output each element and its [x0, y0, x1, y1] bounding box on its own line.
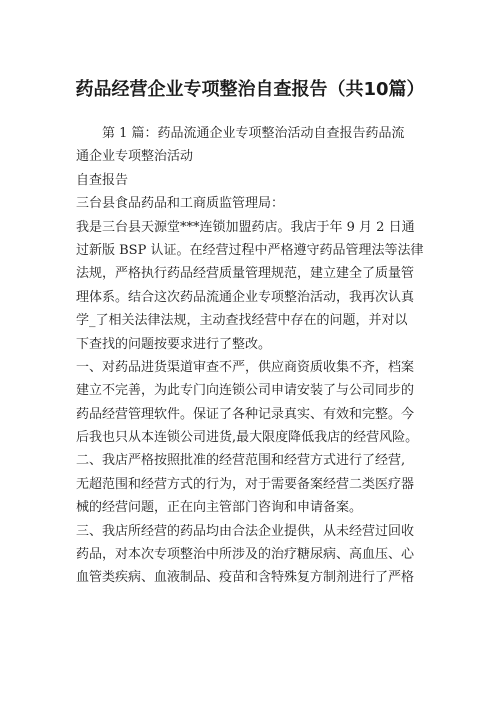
paragraph-line: 二、我店严格按照批准的经营范围和经营方式进行了经营,	[76, 453, 406, 469]
paragraph-line: 理体系。结合这次药品流通企业专项整治活动，我再次认真	[76, 289, 415, 305]
document-body	[76, 122, 428, 590]
paragraph-line: 无超范围和经营方式的行为，对于需要备案经营二类医疗器	[76, 476, 415, 492]
paragraph-line: 建立不完善，为此专门向连锁公司申请安装了与公司同步的	[76, 383, 415, 399]
paragraph-line: 自查报告	[76, 172, 129, 188]
paragraph-line: 药品经营管理软件。保证了各种记录真实、有效和完整。今	[76, 406, 415, 422]
paragraph-line: 第 1 篇：药品流通企业专项整治活动自查报告药品流	[102, 126, 405, 141]
paragraph-line: 下查找的问题按要求进行了整改。	[76, 336, 272, 352]
paragraph-line: 法规，严格执行药品经营质量管理规范，建立建全了质量管	[76, 266, 415, 282]
paragraph-line: 一、对药品进货渠道审查不严，供应商资质收集不齐，档案	[76, 359, 415, 375]
paragraph-line: 通企业专项整治活动	[76, 149, 194, 165]
document-title: 药品经营企业专项整治自查报告（共10篇）	[75, 79, 425, 100]
paragraph-line: 后我也只从本连锁公司进货,最大限度降低我店的经营风险。	[76, 430, 419, 446]
paragraph-line: 过新版 BSP 认证。在经营过程中严格遵守药品管理法等法律	[76, 242, 424, 258]
paragraph-line: 三台县食品药品和工商质监管理局：	[76, 196, 285, 212]
paragraph-line: 三、我店所经营的药品均由合法企业提供，从未经营过回收	[76, 523, 415, 539]
paragraph-line: 学_了相关法律法规，主动查找经营中存在的问题，并对以	[76, 313, 408, 329]
paragraph-line: 我是三台县天源堂***连锁加盟药店。我店于年 9 月 2 日通	[76, 219, 415, 235]
paragraph-line: 械的经营问题，正在向主管部门咨询和申请备案。	[76, 500, 363, 516]
paragraph-line: 药品，对本次专项整治中所涉及的治疗糖尿病、高血压、心	[76, 547, 415, 563]
paragraph-line: 血管类疾病、血液制品、疫苗和含特殊复方制剂进行了严格	[76, 570, 415, 586]
